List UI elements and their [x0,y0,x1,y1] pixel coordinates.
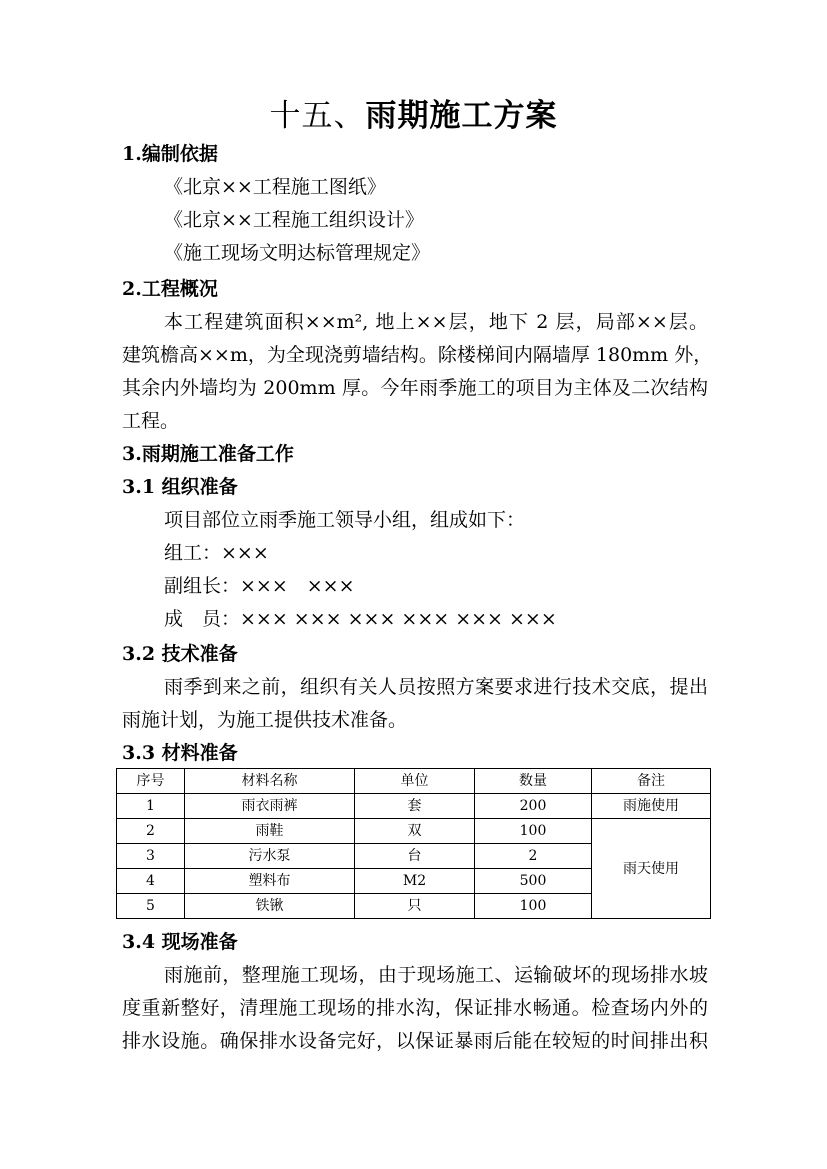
section-heading-3-2: 3.2 技术准备 [122,643,238,665]
title-prefix: 十五、 [269,98,366,134]
table-cell: M2 [355,869,475,894]
table-header-cell: 序号 [117,769,185,794]
paragraph-line: 工程。 [122,410,180,432]
reference-item: 《北京××工程施工组织设计》 [164,209,424,231]
table-cell-merged-remark: 雨天使用 [592,819,711,919]
paragraph-line: 雨季到来之前，组织有关人员按照方案要求进行技术交底，提出 [164,676,708,698]
table-cell: 铁锹 [185,894,355,919]
paragraph-line: 度重新整好，清理施工现场的排水沟，保证排水畅通。检查场内外的 [122,997,708,1019]
table-header-cell: 备注 [592,769,711,794]
reference-item: 《施工现场文明达标管理规定》 [164,242,431,264]
table-cell: 只 [355,894,475,919]
team-members: 成 员：××× ××× ××× ××× ××× ××× [164,608,557,630]
paragraph-line: 建筑檐高××m，为全现浇剪墙结构。除楼梯间内隔墙厚 180mm 外， [122,344,713,366]
paragraph-line: 其余内外墙均为 200mm 厚。今年雨季施工的项目为主体及二次结构 [122,377,708,399]
table-cell: 500 [475,869,592,894]
table-cell: 2 [117,819,185,844]
table-header-row [117,769,711,794]
table-cell: 1 [117,794,185,819]
table-cell: 200 [475,794,592,819]
section-heading-2: 2.工程概况 [122,278,218,300]
table-cell: 4 [117,869,185,894]
paragraph-line: 项目部位立雨季施工领导小组，组成如下： [164,509,526,531]
table-cell: 台 [355,844,475,869]
table-row [117,794,711,819]
table-header-cell: 材料名称 [185,769,355,794]
team-leader: 组工：××× [164,542,269,564]
deputy-leader: 副组长：××× ××× [164,575,355,597]
section-heading-3-4: 3.4 现场准备 [122,931,238,953]
table-row [117,819,711,844]
paragraph-line: 排水设施。确保排水设备完好，以保证暴雨后能在较短的时间排出积 [122,1030,708,1052]
reference-item: 《北京××工程施工图纸》 [164,176,386,198]
section-heading-3-3: 3.3 材料准备 [122,742,238,764]
table-cell: 污水泵 [185,844,355,869]
table-cell: 雨鞋 [185,819,355,844]
paragraph-line: 雨施计划，为施工提供技术准备。 [122,709,408,731]
page-title [0,96,827,136]
paragraph-line: 本工程建筑面积××m², 地上××层，地下 2 层，局部××层。 [164,311,708,333]
section-heading-3: 3.雨期施工准备工作 [122,443,294,465]
table-cell: 5 [117,894,185,919]
table-header-cell: 数量 [475,769,592,794]
section-heading-3-1: 3.1 组织准备 [122,476,238,498]
table-cell: 雨衣雨裤 [185,794,355,819]
table-header-cell: 单位 [355,769,475,794]
table-cell: 雨施使用 [592,794,711,819]
table-cell: 100 [475,894,592,919]
table-cell: 2 [475,844,592,869]
section-heading-1: 1.编制依据 [122,143,218,165]
table-cell: 套 [355,794,475,819]
table-cell: 3 [117,844,185,869]
materials-table [116,768,711,919]
title-main: 雨期施工方案 [365,98,558,134]
table-cell: 双 [355,819,475,844]
table-cell: 100 [475,819,592,844]
table-cell: 塑料布 [185,869,355,894]
paragraph-line: 雨施前，整理施工现场，由于现场施工、运输破坏的现场排水坡 [164,964,708,986]
